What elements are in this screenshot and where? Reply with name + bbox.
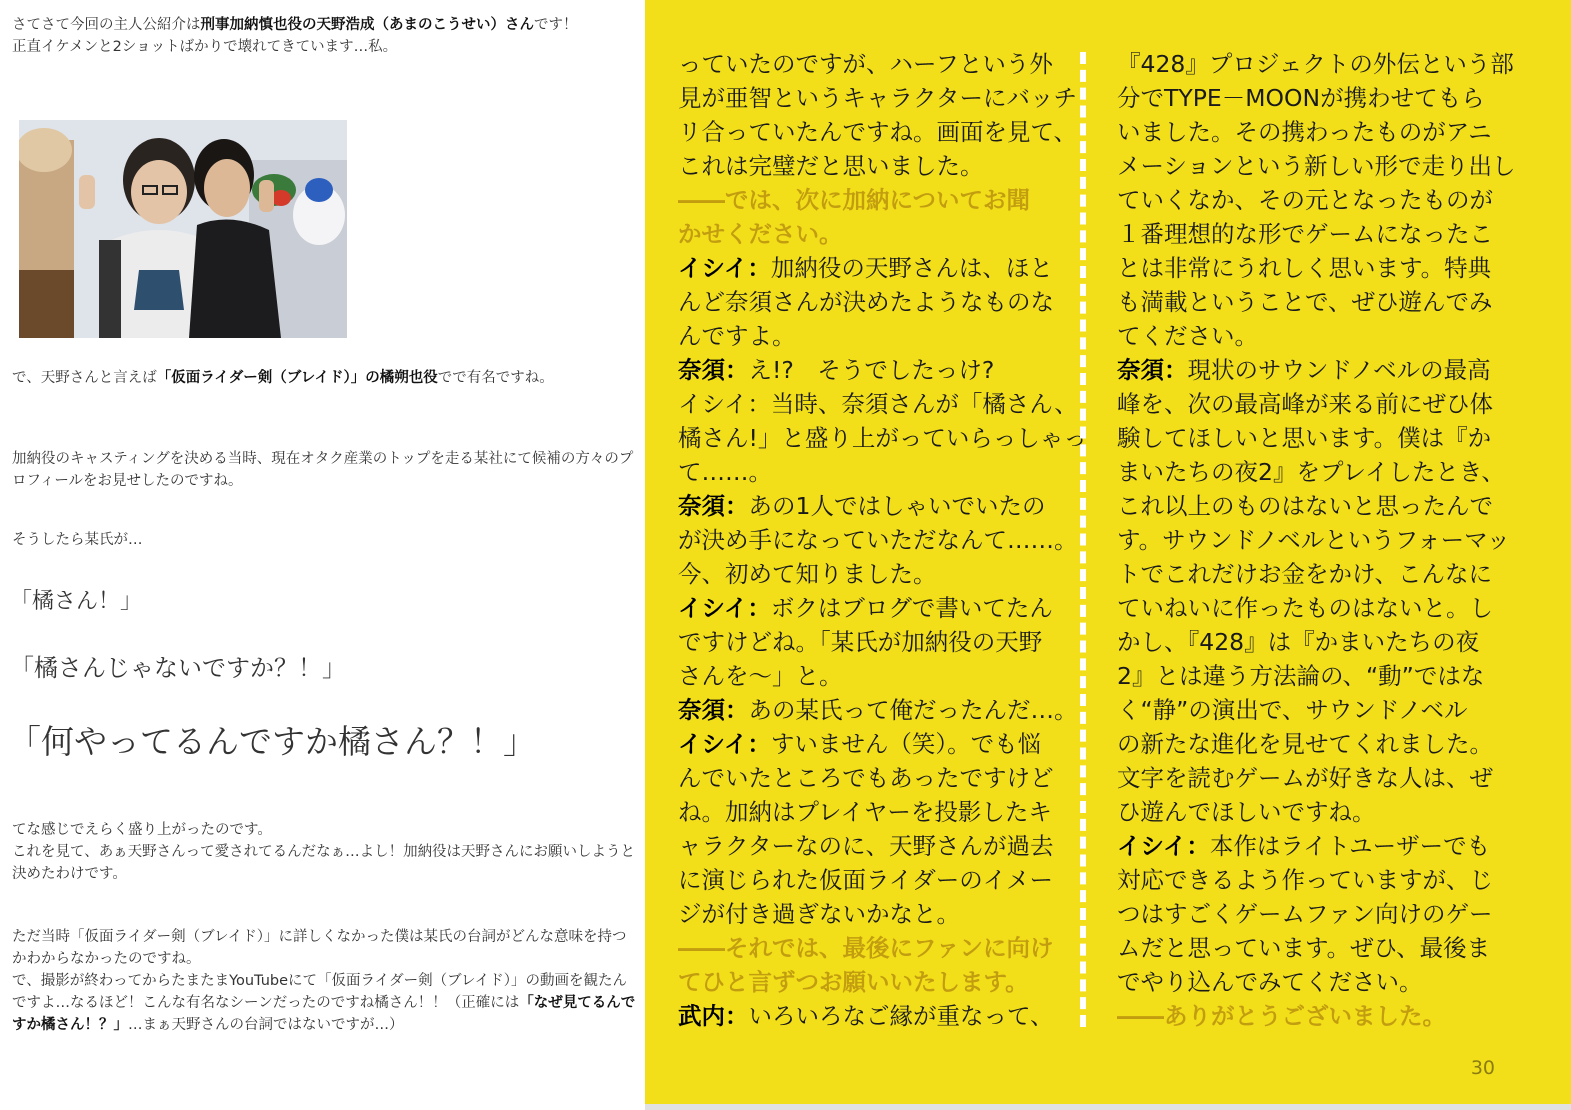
text-line: ムだと思っています。ぜひ、最後ま	[1117, 934, 1491, 962]
para2-text: で、天野さんと言えば	[12, 370, 157, 386]
text-line: 橘さん!」と盛り上がっていらっしゃっ	[678, 424, 1087, 452]
text-line: メーションという新しい形で走り出し	[1117, 152, 1516, 180]
dialogue-line	[678, 353, 1078, 387]
blog-para-casting: 加納役のキャスティングを決める当時、現在オタク産業のトップを走る某社にて候補の方々のプロフィールをお見せしたのですね。	[12, 451, 634, 489]
dialogue-line	[1117, 829, 1537, 863]
text-line: 『428』プロジェクトの外伝という部	[1117, 50, 1514, 78]
speaker-label: イシイ：	[1117, 832, 1210, 860]
blog-intro	[12, 14, 638, 58]
interviewer-question: ――では、次に加納についてお聞	[678, 186, 1031, 214]
page-number: 30	[1470, 1057, 1495, 1079]
dialogue-text: ボクはブログで書いてたん	[770, 594, 1053, 622]
dialogue-text: あの1人ではしゃいでいたの	[748, 492, 1046, 520]
text-line: これは完璧だと思いました。	[678, 152, 984, 180]
text-line: てください。	[1117, 322, 1258, 350]
text-line: さんを～」と。	[678, 662, 843, 690]
speaker-label: イシイ：	[678, 730, 771, 758]
dialogue-line	[678, 489, 1078, 523]
text-line: 対応できるよう作っていますが、じ	[1117, 866, 1493, 894]
magazine-column-1	[678, 47, 1087, 1033]
text-line: 験してほしいと思います。僕は『か	[1117, 424, 1492, 452]
speaker-label: 奈須：	[678, 696, 749, 724]
text-line: っていたのですが、ハーフという外	[678, 50, 1053, 78]
text-line: でやり込んでみてください。	[1117, 968, 1423, 996]
interviewer-question: ――それでは、最後にファンに向け	[678, 934, 1054, 962]
speaker-label: イシイ：	[678, 254, 771, 282]
text-line: とは非常にうれしく思います。特典	[1117, 254, 1492, 282]
dialogue-line	[678, 693, 1078, 727]
magazine-column-2	[1117, 47, 1537, 1033]
dialogue-line	[678, 251, 1078, 285]
blog-para-decision: てな感じでえらく盛り上がったのです。 これを見て、あぁ天野さんって愛されてるんだなぁ…よし！加納役は天野さんにお願いしようと決めたわけです。	[12, 822, 636, 882]
shout-line-2: 「橘さんじゃないですか？！」	[10, 654, 346, 682]
dialogue-line	[678, 591, 1078, 625]
text-line: も満載ということで、ぜひ遊んでみ	[1117, 288, 1493, 316]
blog-column	[0, 0, 645, 1110]
dialogue-text: すいません（笑）。でも悩	[770, 730, 1042, 758]
two-shot-photo	[19, 120, 347, 338]
para6-bold: 「なぜ見てるんですか橘さん！？」	[12, 995, 636, 1033]
blog-para-youtube	[12, 926, 638, 1036]
text-line: 文字を読むゲームが好きな人は、ぜ	[1117, 764, 1493, 792]
text-line: 分でTYPE－MOONが携わせてもら	[1117, 84, 1485, 112]
interviewer-question: かせください。	[678, 220, 843, 248]
text-line: ャラクターなのに、天野さんが過去	[678, 832, 1054, 860]
text-line: んでいたところでもあったですけど	[678, 764, 1054, 792]
intro-line2: 正直イケメンと2ショットばかりで壊れてきています…私。	[12, 39, 398, 55]
dialogue-text: あの某氏って俺だったんだ…。	[748, 696, 1078, 724]
para6-end: …まぁ天野さんの台詞ではないですが…）	[128, 1017, 404, 1033]
intro-end: です！	[534, 17, 578, 33]
intro-bold: 刑事加納慎也役の天野浩成（あまのこうせい）さん	[200, 17, 534, 33]
text-line: が決め手になっていただなんて……。	[678, 526, 1078, 554]
text-line: ていくなか、その元となったものが	[1117, 186, 1493, 214]
interviewer-question: てひと言ずつお願いいたします。	[678, 968, 1029, 996]
text-line: ですけどね。「某氏が加納役の天野	[678, 628, 1043, 656]
text-line: 見が亜智というキャラクターにバッチ	[678, 84, 1078, 112]
text-line: ジが付き過ぎないかなと。	[678, 900, 960, 928]
speaker-label: 奈須：	[1117, 356, 1188, 384]
dialogue-text: え!? そうでしたっけ?	[748, 356, 995, 384]
text-line: す。サウンドノベルというフォーマッ	[1117, 526, 1511, 554]
text-line: つはすごくゲームファン向けのゲー	[1117, 900, 1493, 928]
interviewer-question: ――ありがとうございました。	[1117, 1002, 1446, 1030]
dialogue-text: いろいろなご縁が重なって、	[748, 1002, 1054, 1030]
text-line: これ以上のものはないと思ったんで	[1117, 492, 1493, 520]
shout-line-1: 「橘さん！」	[10, 589, 143, 614]
text-line: リ合っていたんですね。画面を見て、	[678, 118, 1078, 146]
speaker-label: イシイ：	[678, 594, 771, 622]
text-line: かし、『428』は『かまいたちの夜	[1117, 628, 1480, 656]
text-line: ていねいに作ったものはないと。し	[1117, 594, 1493, 622]
text-line: 今、初めて知りました。	[678, 560, 937, 588]
speaker-label: 武内：	[678, 1002, 749, 1030]
dialogue-line	[678, 727, 1078, 761]
text-line: 2』とは違う方法論の、“動”ではな	[1117, 662, 1485, 690]
shout-line-3: 「何やってるんですか橘さん？！」	[8, 722, 536, 761]
text-line: んですよ。	[678, 322, 796, 350]
dialogue-text: 現状のサウンドノベルの最高	[1187, 356, 1491, 384]
text-line: トでこれだけお金をかけ、こんなに	[1117, 560, 1493, 588]
text-line: いました。その携わったものがアニ	[1117, 118, 1492, 146]
para2-bold: 「仮面ライダー剣（ブレイド）」の橘朔也役	[156, 370, 438, 386]
text-line: の新たな進化を見せてくれました。	[1117, 730, 1493, 758]
magazine-page	[645, 0, 1571, 1110]
dialogue-line	[1117, 353, 1537, 387]
para2-end: でで有名ですね。	[437, 370, 554, 386]
column-divider	[1080, 52, 1086, 1027]
text-line: イシイ：当時、奈須さんが「橘さん、	[678, 390, 1078, 418]
blog-para-someone: そうしたら某氏が…	[12, 532, 143, 548]
text-line: に演じられた仮面ライダーのイメー	[678, 866, 1054, 894]
para6-text: ただ当時「仮面ライダー剣（ブレイド）」に詳しくなかった僕は某氏の台詞がどんな意味を持つかわからなかったのですね。 で、撮影が終わってからたまたまYouTubeにて「仮面ライダー剣（ブレイド）」の動画を観たんですよ…なるほど！こんな有名なシーンだったのですね橘さん！！（正確には	[12, 929, 628, 1011]
text-line: ね。加納はプレイヤーを投影したキ	[678, 798, 1052, 826]
dialogue-text: 加納役の天野さんは、ほと	[770, 254, 1053, 282]
intro-text: さてさて今回の主人公紹介は	[12, 17, 201, 33]
text-line: く“静”の演出で、サウンドノベル	[1117, 696, 1468, 724]
text-line: １番理想的な形でゲームになったこ	[1117, 220, 1493, 248]
text-line: て……。	[678, 458, 772, 486]
blog-para-kamen-rider	[12, 367, 638, 389]
text-line: まいたちの夜2』をプレイしたとき、	[1117, 458, 1505, 486]
dialogue-line	[678, 999, 1078, 1033]
text-line: 峰を、次の最高峰が来る前にぜひ体	[1117, 390, 1493, 418]
dialogue-text: 本作はライトユーザーでも	[1209, 832, 1491, 860]
text-line: ひ遊んでほしいですね。	[1117, 798, 1376, 826]
speaker-label: 奈須：	[678, 492, 749, 520]
text-line: んど奈須さんが決めたようなものな	[678, 288, 1054, 316]
speaker-label: 奈須：	[678, 356, 749, 384]
